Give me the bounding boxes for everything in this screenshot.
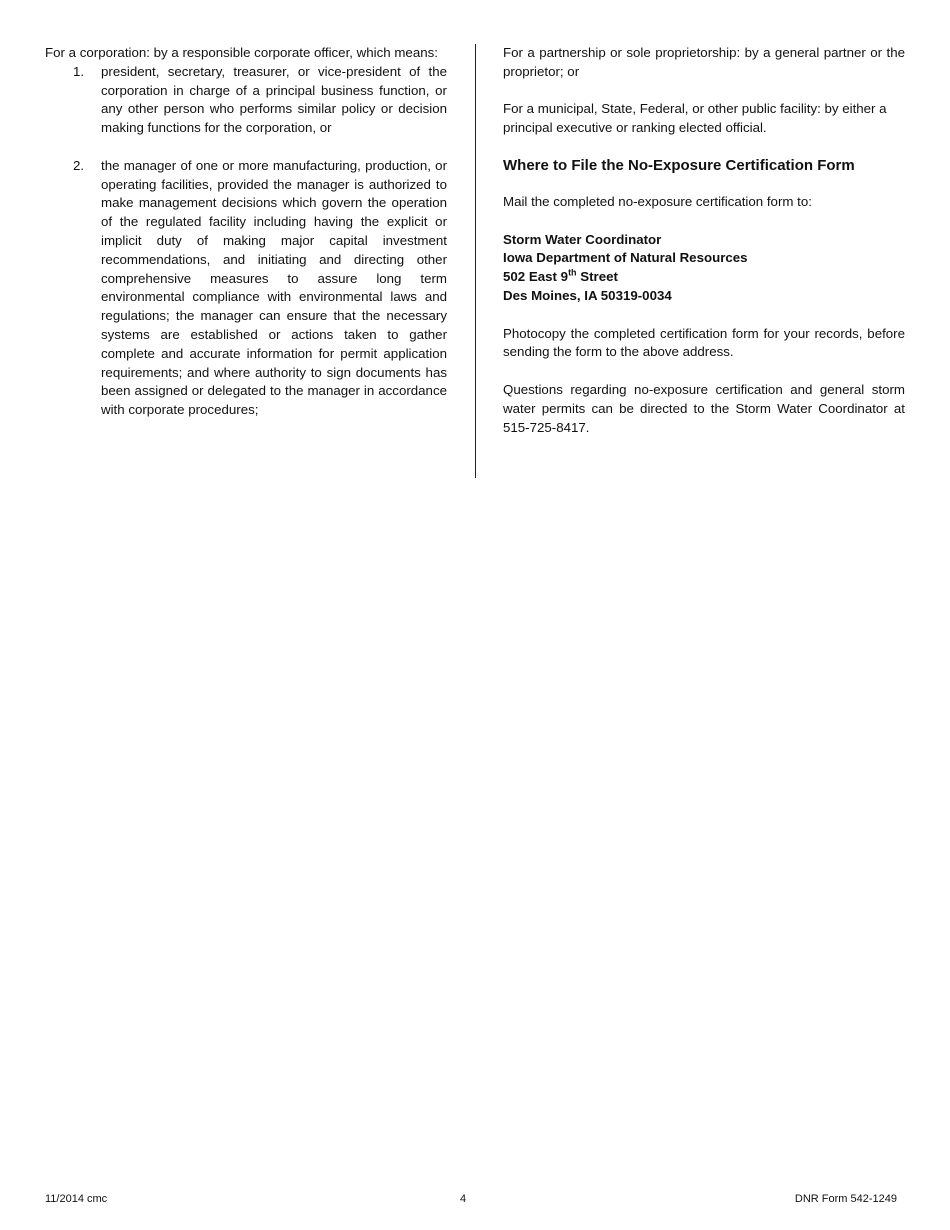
mailing-address: [503, 231, 905, 306]
column-divider: [475, 44, 476, 478]
list-item-text: the manager of one or more manufacturing, production, or operating facilities, provided the manager is authorized to make management decisions which govern the operation of the regulated facility including having the explicit or implicit duty of making major capital investment recommendations, and initiating and directing other comprehensive measures to assure long term environmental compliance with environmental laws and regulations; the manager can ensure that the necessary systems are established or actions taken to gather complete and accurate information for permit application requirements; and where authority to sign documents has been assigned or delegated to the manager in accordance with corporate procedures;: [101, 157, 447, 418]
photocopy-paragraph: Photocopy the completed certification form for your records, before sending the form to the above address.: [503, 325, 905, 360]
list-item: [45, 63, 447, 138]
footer-page-number: 4: [459, 1193, 467, 1205]
right-column: [503, 44, 905, 437]
list-item-text: president, secretary, treasurer, or vice-president of the corporation in charge of a principal business function, or any other person who performs similar policy or decision making functions for the corporation, or: [101, 63, 447, 136]
address-line-3: 502 East 9th Street: [503, 267, 618, 285]
corporation-intro: For a corporation: by a responsible corporate officer, which means:: [45, 45, 438, 60]
municipal-paragraph: For a municipal, State, Federal, or other public facility: by either a principal executive or ranking elected official.: [503, 101, 887, 136]
mail-instruction: Mail the completed no-exposure certification form to:: [503, 193, 812, 209]
left-column: [45, 44, 447, 420]
questions-paragraph: Questions regarding no-exposure certification and general storm water permits can be directed to the Storm Water Coordinator at 515-725-8417.: [503, 381, 905, 435]
footer-date: 11/2014 cmc: [45, 1193, 108, 1205]
address-line-1: Storm Water Coordinator: [503, 231, 662, 247]
list-number: 1.: [73, 63, 85, 79]
list-item: [45, 157, 447, 420]
footer-form-number: DNR Form 542-1249: [794, 1193, 897, 1205]
address-line-4: Des Moines, IA 50319-0034: [503, 287, 672, 303]
address-line-2: Iowa Department of Natural Resources: [503, 250, 748, 266]
list-number: 2.: [73, 157, 85, 173]
partnership-paragraph: For a partnership or sole proprietorship: by a general partner or the proprietor; or: [503, 45, 905, 79]
section-heading: Where to File the No-Exposure Certification Form: [503, 156, 855, 174]
